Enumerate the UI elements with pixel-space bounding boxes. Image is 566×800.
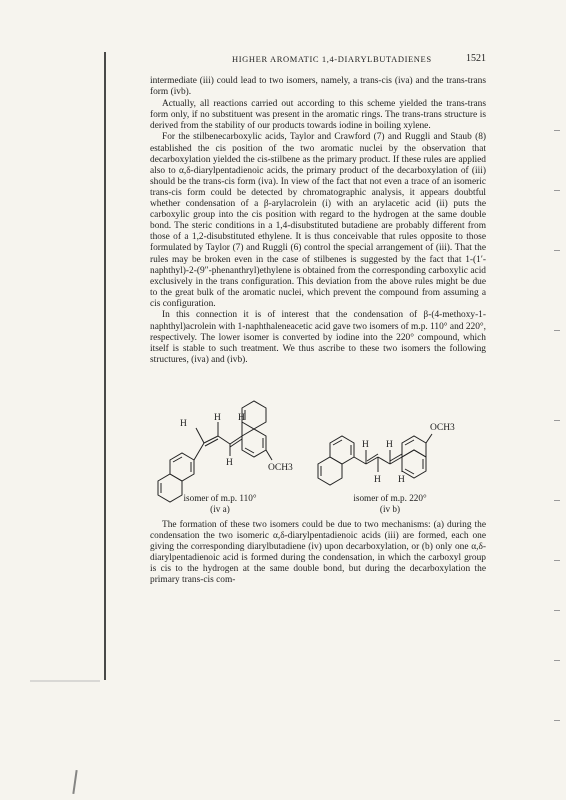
article-body — [150, 76, 486, 366]
caption-right — [340, 493, 440, 514]
pencil-mark — [72, 770, 77, 794]
atom-label-h: H — [214, 413, 221, 423]
atom-label-h: H — [398, 475, 405, 485]
page-edge-marks — [550, 0, 560, 800]
caption-line: (iv a) — [210, 503, 230, 514]
methoxy-label: OCH3 — [430, 423, 455, 433]
methoxy-label: OCH3 — [268, 463, 293, 473]
running-title: HIGHER AROMATIC 1,4-DIARYLBUTADIENES — [232, 54, 432, 64]
caption-line: isomer of m.p. 110° — [183, 493, 257, 503]
caption-line: isomer of m.p. 220° — [353, 493, 427, 503]
atom-label-h: H — [226, 458, 233, 468]
caption-left — [170, 493, 270, 514]
atom-label-h: H — [238, 413, 245, 423]
paragraph: For the stilbenecarboxylic acids, Taylor and Crawford (7) and Ruggli and Staub (8) established the cis position of the two aromatic nuclei by the observation that decarboxylation yielded the cis-stilbene as the primary product. If these rules are applied also to α,δ-diarylpentadienoic acids, the primary product of the decarboxylation of (iii) should be the trans-cis form (iva). In view of the fact that not even a trace of an isomeric trans-cis form could be detected by chromatographic analysis, it appears doubtful whether condensation of a β-arylacrolein (i) with an arylacetic acid (ii) puts the carboxylic group into the cis position with regard to the hydrogen at the same double bond. The steric conditions in a 1,4-disubstituted butadiene are probably different from those of a 1,2-disubstituted ethylene. It is thus conceivable that rules opposite to those formulated by Taylor (7) and Ruggli (6) control the special arrangement of (iii). That the rules may be broken even in the case of stilbenes is suggested by the fact that 1-(1′-naphthyl)-2-(9″-phenanthryl)ethylene is obtained from the corresponding carboxylic acid exclusively in the trans configuration. This deviation from the above rules might be due to the great bulk of the aromatic nuclei, which prevent the compound from assuming a cis configuration. — [150, 132, 486, 309]
page-number: 1521 — [466, 53, 486, 64]
paragraph: intermediate (iii) could lead to two isomers, namely, a trans-cis (iva) and the trans-trans form (ivb). — [150, 76, 486, 98]
structure-figure — [150, 398, 486, 516]
article-body-continued — [150, 520, 486, 587]
binding-edge-line — [104, 52, 106, 680]
caption-line: (iv b) — [379, 503, 401, 514]
atom-label-h: H — [386, 440, 393, 450]
atom-label-h: H — [362, 440, 369, 450]
paragraph: The formation of these two isomers could be due to two mechanisms: (a) during the condensation the two isomeric α,δ-diarylpentadienoic acids (iii) are formed, each one giving the corresponding diarylbutadiene (iv) upon decarboxylation, or (b) only one α,δ-diarylpentadienoic acid is formed during the condensation, in which the carboxyl group is cis to the hydrogen at the same double bond, but during the decarboxylation the primary trans-cis com- — [150, 520, 486, 586]
paragraph: In this connection it is of interest that the condensation of β-(4-methoxy-1-naphthyl)acrolein with 1-naphthaleneacetic acid gave two isomers of m.p. 110° and 220°, respectively. The lower isomer is converted by iodine into the 220° compound, which itself is stable to such treatment. We thus ascribe to these two isomers the following structures, (iva) and (ivb). — [150, 310, 486, 365]
scan-smudge — [30, 680, 100, 682]
atom-label-h: H — [374, 475, 381, 485]
atom-label-h: H — [180, 419, 187, 429]
paragraph: Actually, all reactions carried out according to this scheme yielded the trans-trans form only, if no substituent was present in the aromatic rings. The trans-trans structure is derived from the stability of our products towards iodine in boiling xylene. — [150, 98, 486, 131]
